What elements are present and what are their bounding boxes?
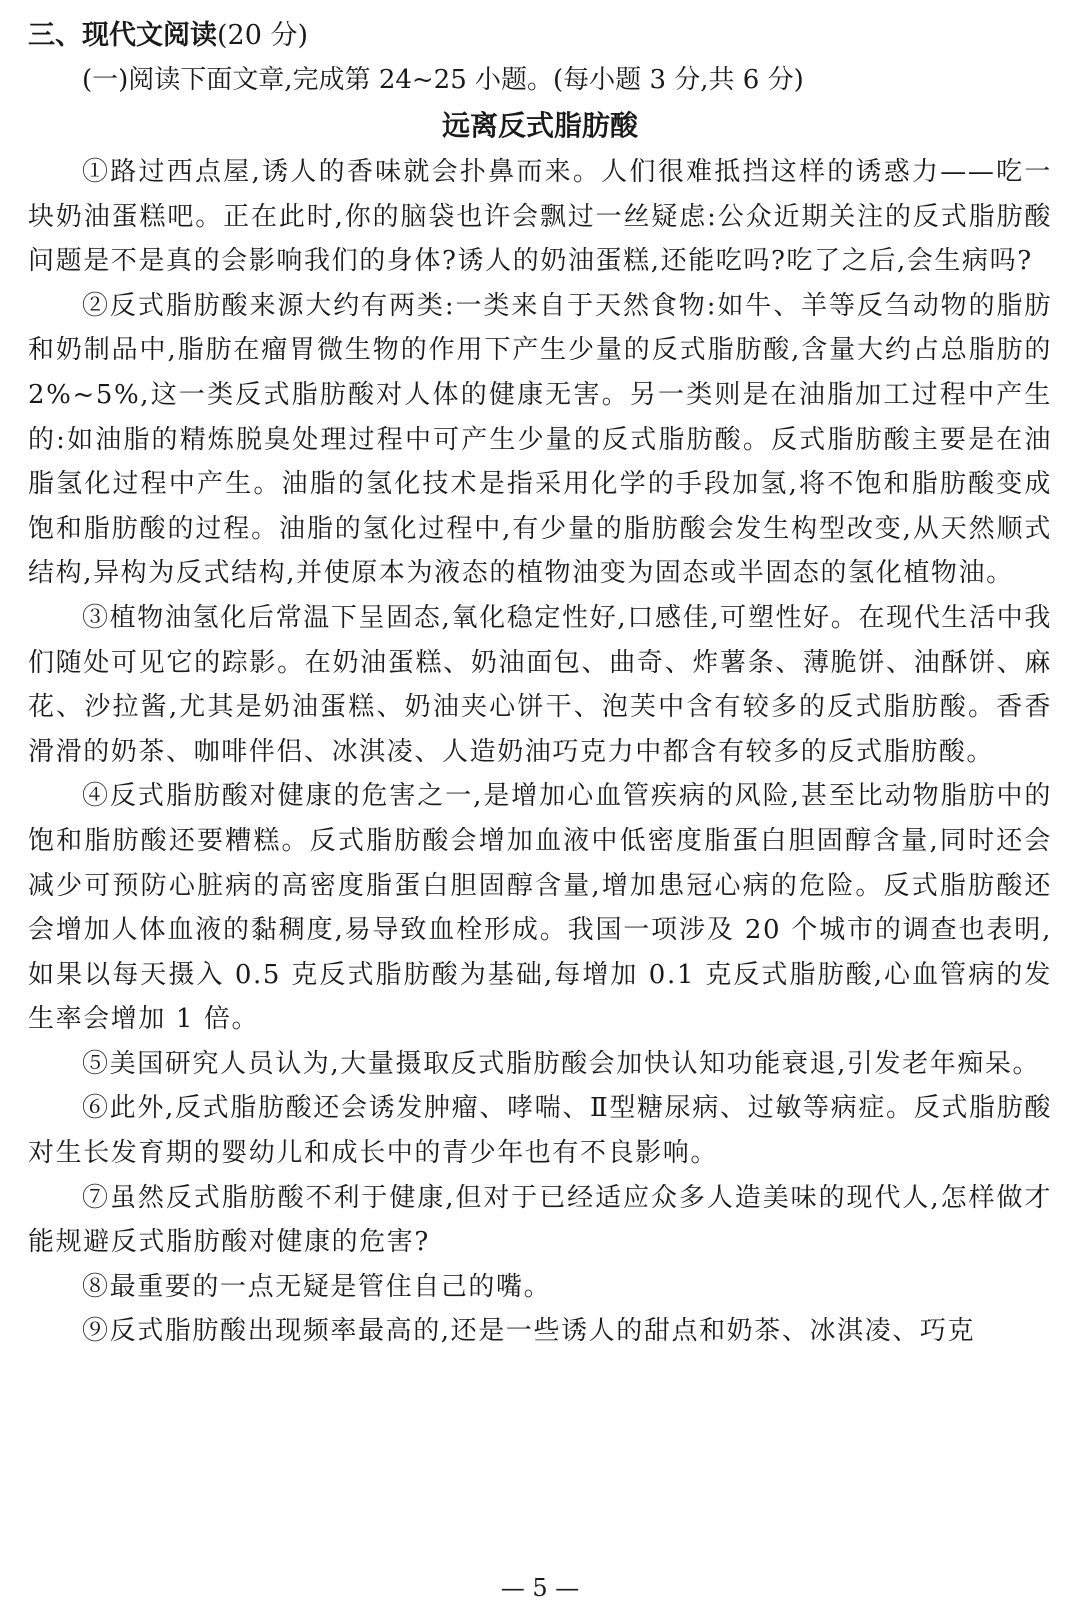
paragraph-3: ③植物油氢化后常温下呈固态,氧化稳定性好,口感佳,可塑性好。在现代生活中我们随处可见它的踪影。在奶油蛋糕、奶油面包、曲奇、炸薯条、薄脆饼、油酥饼、麻花、沙拉酱,尤其是奶油蛋糕、奶油夹心饼干、泡芙中含有较多的反式脂肪酸。香香滑滑的奶茶、咖啡伴侣、冰淇凌、人造奶油巧克力中都含有较多的反式脂肪酸。 (28, 602, 1052, 767)
paragraph-4: ④反式脂肪酸对健康的危害之一,是增加心血管疾病的风险,甚至比动物脂肪中的饱和脂肪酸还要糟糕。反式脂肪酸会增加血液中低密度脂蛋白胆固醇含量,同时还会减少可预防心脏病的高密度脂蛋白胆固醇含量,增加患冠心病的危险。反式脂肪酸还会增加人体血液的黏稠度,易导致血栓形成。我国一项涉及 20 个城市的调查也表明,如果以每天摄入 0.5 克反式脂肪酸为基础,每增加 0.1 克反式脂肪酸,心血管病的发生率会增加 1 倍。 (28, 781, 1052, 1035)
paragraph-6: ⑥此外,反式脂肪酸还会诱发肿瘤、哮喘、Ⅱ型糖尿病、过敏等病症。反式脂肪酸对生长发育期的婴幼儿和成长中的青少年也有不良影响。 (28, 1093, 1052, 1169)
section-title: 三、现代文阅读 (28, 20, 217, 51)
paragraph-5: ⑤美国研究人员认为,大量摄取反式脂肪酸会加快认知功能衰退,引发老年痴呆。 (82, 1048, 1041, 1079)
exam-page (28, 14, 1052, 1354)
reading-instruction: (一)阅读下面文章,完成第 24~25 小题。(每小题 3 分,共 6 分) (82, 65, 804, 95)
section-score: (20 分) (217, 20, 309, 51)
paragraph-7: ⑦虽然反式脂肪酸不利于健康,但对于已经适应众多人造美味的现代人,怎样做才能规避反式脂肪酸对健康的危害? (28, 1182, 1052, 1258)
paragraph-8: ⑧最重要的一点无疑是管住自己的嘴。 (82, 1271, 552, 1302)
paragraph-1: ①路过西点屋,诱人的香味就会扑鼻而来。人们很难抵挡这样的诱惑力——吃一块奶油蛋糕吧。正在此时,你的脑袋也许会飘过一丝疑虑:公众近期关注的反式脂肪酸问题是不是真的会影响我们的身体?诱人的奶油蛋糕,还能吃吗?吃了之后,会生病吗? (28, 157, 1052, 277)
paragraph-9: ⑨反式脂肪酸出现频率最高的,还是一些诱人的甜点和奶茶、冰淇凌、巧克 (82, 1316, 976, 1347)
article-title: 远离反式脂肪酸 (441, 109, 638, 142)
paragraph-2: ②反式脂肪酸来源大约有两类:一类来自于天然食物:如牛、羊等反刍动物的脂肪和奶制品中,脂肪在瘤胃微生物的作用下产生少量的反式脂肪酸,含量大约占总脂肪的 2%~5%,这一类反式脂肪酸对人体的健康无害。另一类则是在油脂加工过程中产生的:如油脂的精炼脱臭处理过程中可产生少量的反式脂肪酸。反式脂肪酸主要是在油脂氢化过程中产生。油脂的氢化技术是指采用化学的手段加氢,将不饱和脂肪酸变成饱和脂肪酸的过程。油脂的氢化过程中,有少量的脂肪酸会发生构型改变,从天然顺式结构,异构为反式结构,并使原本为液态的植物油变为固态或半固态的氢化植物油。 (28, 290, 1052, 589)
section-heading (28, 14, 1052, 58)
page-number: — 5 — (500, 1574, 580, 1602)
